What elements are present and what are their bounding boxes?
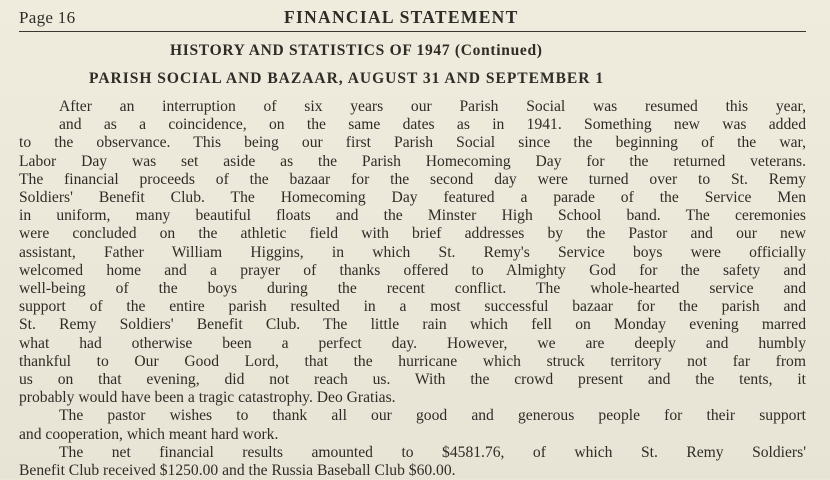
- paragraph-line: The financial proceeds of the bazaar for the second day were turned over to St. Remy: [19, 170, 806, 188]
- paragraph-line: thankful to Our Good Lord, that the hurricane which struck territory not far from: [19, 352, 806, 370]
- section-title: HISTORY AND STATISTICS OF 1947 (Continued): [170, 42, 543, 59]
- paragraph-line: were concluded on the athletic field with brief addresses by the Pastor and our new: [19, 225, 806, 243]
- paragraph-line: what had otherwise been a perfect day. However, we are deeply and humbly: [19, 334, 806, 352]
- page-header: [19, 0, 806, 32]
- running-head: FINANCIAL STATEMENT: [284, 7, 519, 27]
- paragraph-line: well-being of the boys during the recent conflict. The whole-hearted service and: [19, 280, 806, 298]
- paragraph-line: and cooperation, which meant hard work.: [19, 425, 279, 443]
- paragraph-line: assistant, Father William Higgins, in which St. Remy's Service boys were officially: [19, 243, 806, 261]
- paragraph-line: us on that evening, did not reach us. With the crowd present and the tents, it: [19, 371, 806, 389]
- paragraph-line: St. Remy Soldiers' Benefit Club. The little rain which fell on Monday evening marred: [19, 316, 806, 334]
- paragraph-line: in uniform, many beautiful floats and the Minster High School band. The ceremonies: [19, 207, 806, 225]
- paragraph-line: Soldiers' Benefit Club. The Homecoming Day featured a parade of the Service Men: [19, 189, 806, 207]
- paragraph-line: After an interruption of six years our Parish Social was resumed this year,: [59, 98, 806, 115]
- article-body: [19, 98, 806, 480]
- subsection-title: PARISH SOCIAL AND BAZAAR, AUGUST 31 AND SEPTEMBER 1: [89, 70, 605, 87]
- paragraph-line: The pastor wishes to thank all our good and generous people for their support: [59, 407, 806, 425]
- paragraph-line: probably would have been a tragic catastrophy. Deo Gratias.: [19, 389, 396, 407]
- paragraph-line: and as a coincidence, on the same dates as in 1941. Something new was added: [59, 116, 806, 134]
- paragraph-line: Labor Day was set aside as the Parish Homecoming Day for the returned veterans.: [19, 152, 806, 170]
- paragraph-line: Benefit Club received $1250.00 and the Russia Baseball Club $60.00.: [19, 462, 456, 480]
- page-number: Page 16: [19, 8, 76, 27]
- paragraph-line: support of the entire parish resulted in a most successful bazaar for the parish and: [19, 298, 806, 316]
- paragraph-line: The net financial results amounted to $4581.76, of which St. Remy Soldiers': [59, 443, 806, 461]
- paragraph-line: welcomed home and a prayer of thanks offered to Almighty God for the safety and: [19, 261, 806, 279]
- paragraph-line: to the observance. This being our first Parish Social since the beginning of the war,: [19, 134, 806, 152]
